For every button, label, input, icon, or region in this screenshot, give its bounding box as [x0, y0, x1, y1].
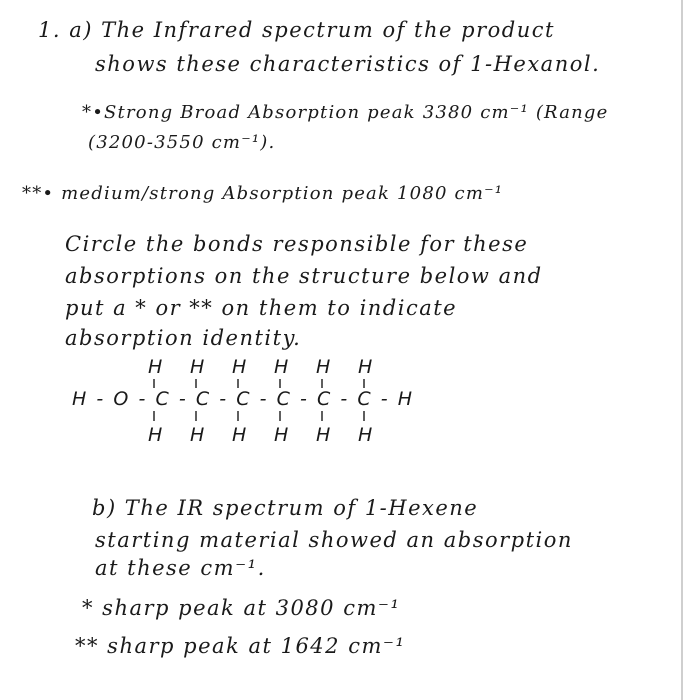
- part-a-heading: 1. a) The Infrared spectrum of the product: [38, 18, 555, 42]
- top-h-6: H: [358, 356, 373, 378]
- instruction-line-4: absorption identity.: [65, 326, 302, 350]
- bullet-range: (3200-3550 cm⁻¹).: [88, 132, 276, 153]
- bottom-h-1: H: [148, 424, 163, 446]
- bottom-h-5: H: [316, 424, 331, 446]
- bottom-h-6: H: [358, 424, 373, 446]
- instruction-line-3: put a * or ** on them to indicate: [65, 296, 458, 320]
- page-edge: [681, 0, 683, 700]
- top-h-1: H: [148, 356, 163, 378]
- part-b-heading: b) The IR spectrum of 1-Hexene: [92, 496, 479, 520]
- bullet-medium-strong: **• medium/strong Absorption peak 1080 cm⁻¹: [22, 183, 504, 204]
- top-h-3: H: [232, 356, 247, 378]
- instruction-line-2: absorptions on the structure below and: [65, 264, 543, 288]
- top-h-2: H: [190, 356, 205, 378]
- bullet-strong-broad: *•Strong Broad Absorption peak 3380 cm⁻¹ (Range: [82, 102, 609, 123]
- top-h-4: H: [274, 356, 289, 378]
- instruction-line-1: Circle the bonds responsible for these: [65, 232, 529, 256]
- main-chain: H-O-C-C-C-C-C-C-H: [72, 388, 412, 410]
- peak-3080: * sharp peak at 3080 cm⁻¹: [82, 596, 401, 620]
- part-a-heading-cont: shows these characteristics of 1-Hexanol.: [95, 52, 601, 76]
- part-b-line-3: at these cm⁻¹.: [95, 556, 266, 580]
- bottom-h-4: H: [274, 424, 289, 446]
- bottom-h-3: H: [232, 424, 247, 446]
- top-h-5: H: [316, 356, 331, 378]
- part-b-line-2: starting material showed an absorption: [95, 528, 573, 552]
- bottom-h-2: H: [190, 424, 205, 446]
- hexanol-structure: [70, 355, 430, 450]
- peak-1642: ** sharp peak at 1642 cm⁻¹: [75, 634, 406, 658]
